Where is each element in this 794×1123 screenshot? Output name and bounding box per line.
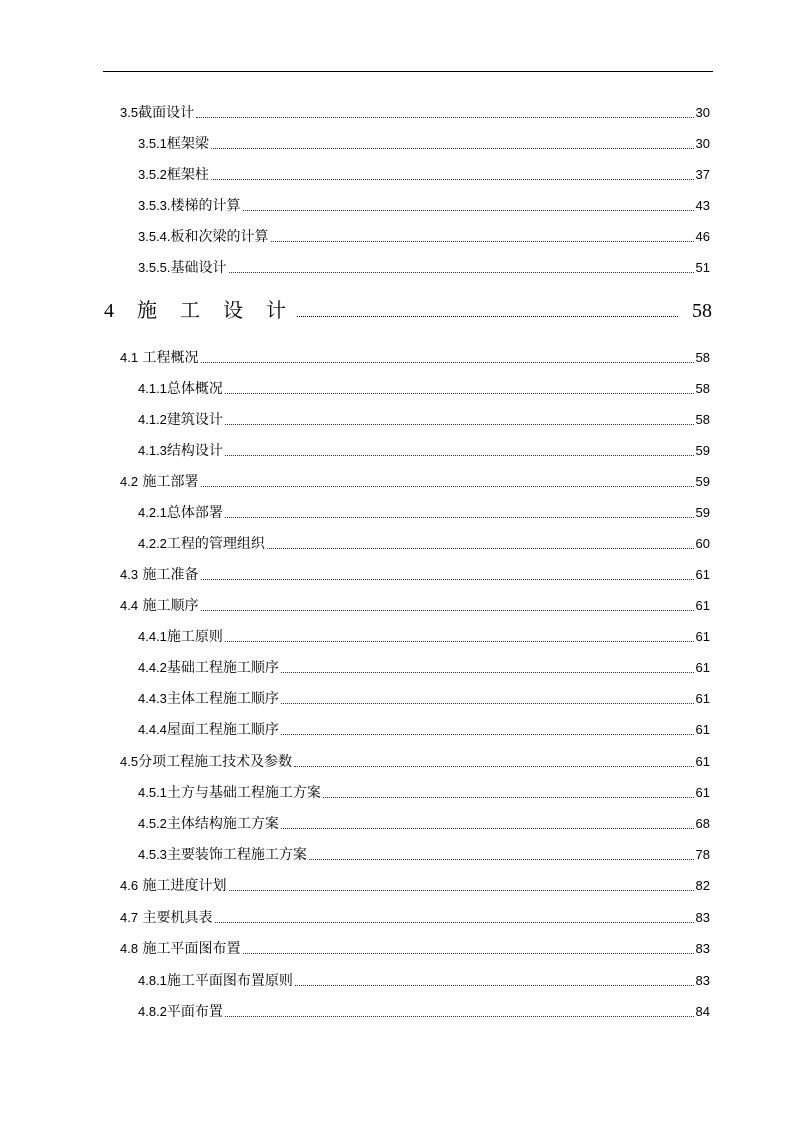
- toc-number: 4.2.2: [138, 536, 167, 551]
- toc-entry-4-1-3[interactable]: [138, 438, 710, 460]
- toc-page: 61: [695, 598, 710, 613]
- toc-title: 主体工程施工顺序: [166, 691, 279, 707]
- toc-number: 4.5.3: [138, 847, 167, 862]
- toc-title: 框架柱: [166, 167, 209, 183]
- toc-entry-4-8-2[interactable]: [138, 999, 710, 1021]
- toc-number: 4.4.4: [138, 722, 167, 737]
- toc-page: 82: [695, 878, 710, 893]
- toc-entry-3-5-1[interactable]: [138, 131, 710, 153]
- toc-page: 61: [695, 567, 710, 582]
- toc-page: 83: [695, 941, 710, 956]
- dot-leader: [211, 179, 694, 180]
- dot-leader: [243, 210, 694, 211]
- toc-entry-4-8-1[interactable]: [138, 968, 710, 990]
- toc-entry-3-5-2[interactable]: [138, 162, 710, 184]
- dot-leader: [225, 1016, 694, 1017]
- toc-number: 3.5.3.: [138, 198, 171, 213]
- toc-page: 68: [695, 816, 710, 831]
- toc-title: 框架梁: [166, 136, 209, 152]
- toc-title: 施工平面图布置: [142, 941, 241, 957]
- toc-page: 51: [695, 260, 710, 275]
- toc-number: 4.1.1: [138, 381, 167, 396]
- toc-number: 4.2: [120, 474, 139, 489]
- dot-leader: [295, 985, 694, 986]
- toc-entry-4-8[interactable]: [120, 936, 710, 958]
- toc-page: 43: [695, 198, 710, 213]
- toc-page: 58: [695, 350, 710, 365]
- toc-entry-4-4-4[interactable]: [138, 717, 710, 739]
- toc-number: 3.5.2: [138, 167, 167, 182]
- toc-title: 施工部署: [142, 474, 199, 490]
- toc-title: 土方与基础工程施工方案: [166, 785, 321, 801]
- toc-entry-4-5-2[interactable]: [138, 811, 710, 833]
- toc-entry-4-3[interactable]: [120, 562, 710, 584]
- toc-page: 58: [695, 412, 710, 427]
- toc-title: 施工进度计划: [142, 878, 227, 894]
- dot-leader: [225, 424, 694, 425]
- toc-number: 4.2.1: [138, 505, 167, 520]
- toc-entry-4-4-2[interactable]: [138, 655, 710, 677]
- toc-title: 屋面工程施工顺序: [166, 722, 279, 738]
- dot-leader: [281, 828, 694, 829]
- dot-leader: [201, 486, 694, 487]
- toc-page: 61: [695, 722, 710, 737]
- toc-page: 61: [695, 691, 710, 706]
- toc-number: 4.3: [120, 567, 139, 582]
- toc-chapter-4[interactable]: [104, 294, 712, 324]
- toc-entry-4-1-1[interactable]: [138, 376, 710, 398]
- toc-title: 截面设计: [138, 105, 195, 121]
- toc-title: 主体结构施工方案: [166, 816, 279, 832]
- toc-number: 4.5.2: [138, 816, 167, 831]
- dot-leader: [271, 241, 694, 242]
- chapter-number: 4: [104, 300, 123, 322]
- toc-number: 4.4.3: [138, 691, 167, 706]
- toc-number: 3.5.1: [138, 136, 167, 151]
- toc-entry-4-4-3[interactable]: [138, 686, 710, 708]
- dot-leader: [215, 922, 694, 923]
- toc-page: 83: [695, 973, 710, 988]
- toc-title: 基础设计: [170, 260, 227, 276]
- toc-entry-4-4[interactable]: [120, 593, 710, 615]
- toc-number: 4.4: [120, 598, 139, 613]
- toc-entry-4-7[interactable]: [120, 905, 710, 927]
- toc-page: 30: [695, 136, 710, 151]
- toc-entry-4-5-1[interactable]: [138, 780, 710, 802]
- toc-page: 30: [695, 105, 710, 120]
- dot-leader: [225, 393, 694, 394]
- toc-page: 61: [695, 785, 710, 800]
- toc-number: 4.8.2: [138, 1004, 167, 1019]
- toc-page: 78: [695, 847, 710, 862]
- toc-page: 59: [695, 474, 710, 489]
- toc-page: 59: [695, 505, 710, 520]
- toc-page: 61: [695, 660, 710, 675]
- chapter-title: 施 工 设 计: [137, 300, 295, 322]
- dot-leader: [201, 610, 694, 611]
- toc-entry-4-2-2[interactable]: [138, 531, 710, 553]
- dot-leader: [201, 579, 694, 580]
- toc-title: 施工平面图布置原则: [166, 973, 293, 989]
- dot-leader: [281, 672, 694, 673]
- toc-title: 板和次梁的计算: [170, 229, 269, 245]
- toc-page: 58: [695, 381, 710, 396]
- toc-entry-3-5-3[interactable]: [138, 193, 710, 215]
- toc-title: 建筑设计: [166, 412, 223, 428]
- toc-page: 61: [695, 629, 710, 644]
- toc-page: 61: [695, 754, 710, 769]
- toc-number: 4.4.1: [138, 629, 167, 644]
- toc-page: 83: [695, 910, 710, 925]
- toc-entry-4-1-2[interactable]: [138, 407, 710, 429]
- toc-page: 37: [695, 167, 710, 182]
- toc-title: 工程的管理组织: [166, 536, 265, 552]
- toc-number: 3.5.5.: [138, 260, 171, 275]
- toc-entry-4-4-1[interactable]: [138, 624, 710, 646]
- toc-number: 4.1.3: [138, 443, 167, 458]
- dot-leader: [229, 272, 694, 273]
- dot-leader: [323, 797, 694, 798]
- dot-leader: [211, 148, 694, 149]
- dot-leader: [196, 117, 693, 118]
- toc-number: 3.5.4.: [138, 229, 171, 244]
- toc-entry-4-2[interactable]: [120, 469, 710, 491]
- toc-entry-4-5-3[interactable]: [138, 842, 710, 864]
- toc-page: 46: [695, 229, 710, 244]
- dot-leader: [297, 316, 678, 317]
- toc-entry-3-5-4[interactable]: [138, 224, 710, 246]
- toc-entry-4-6[interactable]: [120, 873, 710, 895]
- toc-title: 总体概况: [166, 381, 223, 397]
- dot-leader: [229, 890, 694, 891]
- toc-title: 工程概况: [142, 350, 199, 366]
- dot-leader: [225, 517, 694, 518]
- dot-leader: [225, 641, 694, 642]
- dot-leader: [267, 548, 694, 549]
- dot-leader: [294, 766, 693, 767]
- toc-number: 4.7: [120, 910, 139, 925]
- toc-number: 4.6: [120, 878, 139, 893]
- toc-entry-4-1[interactable]: [120, 345, 710, 367]
- dot-leader: [281, 734, 694, 735]
- toc-title: 基础工程施工顺序: [166, 660, 279, 676]
- toc-title: 主要机具表: [142, 910, 213, 926]
- toc-number: 3.5: [120, 105, 139, 120]
- toc-title: 楼梯的计算: [170, 198, 241, 214]
- toc-title: 施工准备: [142, 567, 199, 583]
- toc-entry-3-5[interactable]: [120, 100, 710, 122]
- toc-title: 结构设计: [166, 443, 223, 459]
- dot-leader: [225, 455, 694, 456]
- dot-leader: [309, 859, 694, 860]
- dot-leader: [201, 362, 694, 363]
- toc-title: 施工原则: [166, 629, 223, 645]
- toc-page: 59: [695, 443, 710, 458]
- toc-number: 4.5.1: [138, 785, 167, 800]
- toc-title: 总体部署: [166, 505, 223, 521]
- toc-entry-4-5[interactable]: [120, 749, 710, 771]
- dot-leader: [243, 953, 694, 954]
- chapter-page: 58: [692, 300, 712, 322]
- toc-number: 4.1: [120, 350, 139, 365]
- toc-title: 平面布置: [166, 1004, 223, 1020]
- toc-title: 主要装饰工程施工方案: [166, 847, 307, 863]
- toc-page: 60: [695, 536, 710, 551]
- toc-entry-4-2-1[interactable]: [138, 500, 710, 522]
- toc-number: 4.8.1: [138, 973, 167, 988]
- toc-number: 4.4.2: [138, 660, 167, 675]
- dot-leader: [281, 703, 694, 704]
- toc-number: 4.8: [120, 941, 139, 956]
- toc-title: 施工顺序: [142, 598, 199, 614]
- toc-title: 分项工程施工技术及参数: [138, 754, 293, 770]
- toc-number: 4.5: [120, 754, 139, 769]
- toc-number: 4.1.2: [138, 412, 167, 427]
- toc-entry-3-5-5[interactable]: [138, 255, 710, 277]
- toc-page: 84: [695, 1004, 710, 1019]
